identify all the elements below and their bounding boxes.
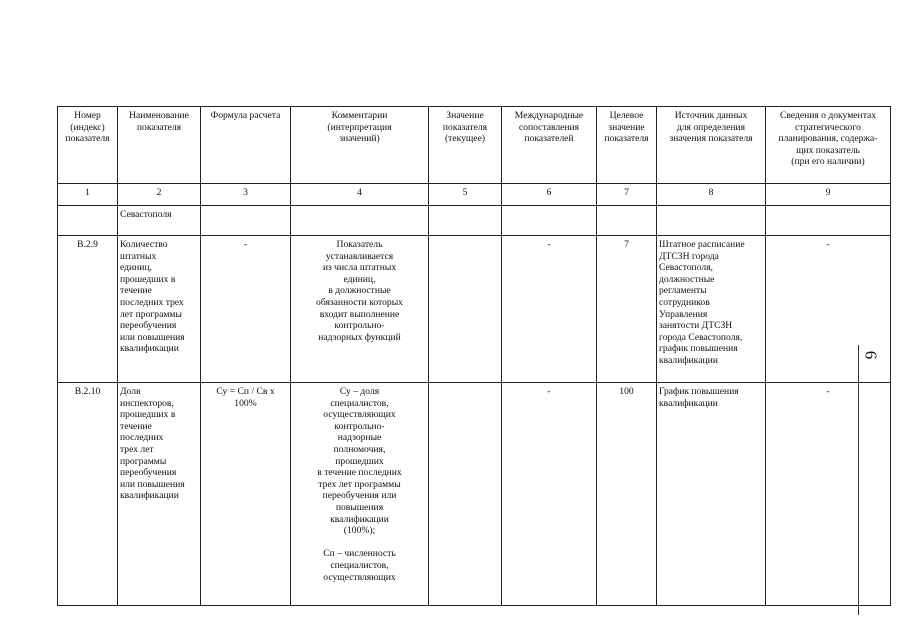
column-number: 4 <box>291 184 429 206</box>
header-cell: Источник данных для определения значения показателя <box>657 107 766 184</box>
header-cell: Наименование показателя <box>118 107 201 184</box>
source-cell: График повышения квалификации <box>657 383 766 606</box>
target-value-cell: 100 <box>597 383 657 606</box>
formula-cell: - <box>201 236 291 383</box>
table-row <box>58 236 891 383</box>
header-cell: Международные сопоставления показателей <box>502 107 597 184</box>
header-cell: Сведения о документах стратегического планирования, содержа- щих показатель (при его наличии) <box>766 107 891 184</box>
comment-cell: Су – доля специалистов, осуществляющих контрольно- надзорные полномочия, прошедших в течение последних трех лет программы переобучения или повышения квалификации (100%); Сп – численность специалистов, осуществляющих <box>291 383 429 606</box>
table-row-continuation <box>58 206 891 236</box>
column-number: 3 <box>201 184 291 206</box>
documents-cell: - <box>766 383 891 606</box>
target-value-cell <box>597 206 657 236</box>
international-cell <box>502 206 597 236</box>
index-cell <box>58 206 118 236</box>
header-cell: Комментарии (интерпретация значений) <box>291 107 429 184</box>
international-cell: - <box>502 383 597 606</box>
current-value-cell <box>429 206 502 236</box>
table-header-row <box>58 107 891 184</box>
name-cell: Севастополя <box>118 206 201 236</box>
column-number: 8 <box>657 184 766 206</box>
index-cell: В.2.9 <box>58 236 118 383</box>
documents-cell: - <box>766 236 891 383</box>
column-number: 9 <box>766 184 891 206</box>
header-cell: Значение показателя (текущее) <box>429 107 502 184</box>
comment-cell <box>291 206 429 236</box>
header-cell: Целевое значение показателя <box>597 107 657 184</box>
source-cell: Штатное расписание ДТСЗН города Севастополя, должностные регламенты сотрудников Управления занятости ДТСЗН города Севастополя, график повышения квалификации <box>657 236 766 383</box>
page-number: 6 <box>861 350 881 360</box>
column-number: 2 <box>118 184 201 206</box>
index-cell: В.2.10 <box>58 383 118 606</box>
documents-cell <box>766 206 891 236</box>
column-number: 7 <box>597 184 657 206</box>
column-number: 5 <box>429 184 502 206</box>
table-row <box>58 383 891 606</box>
comment-cell: Показатель устанавливается из числа штатных единиц, в должностные обязанности которых входит выполнение контрольно- надзорных функций <box>291 236 429 383</box>
name-cell: Количество штатных единиц, прошедших в течение последних трех лет программы переобучения или повышения квалификации <box>118 236 201 383</box>
column-number-row <box>58 184 891 206</box>
header-cell: Формула расчета <box>201 107 291 184</box>
column-number: 1 <box>58 184 118 206</box>
target-value-cell: 7 <box>597 236 657 383</box>
source-cell <box>657 206 766 236</box>
name-cell: Доля инспекторов, прошедших в течение последних трех лет программы переобучения или повышения квалификации <box>118 383 201 606</box>
header-cell: Номер (индекс) показателя <box>58 107 118 184</box>
column-number: 6 <box>502 184 597 206</box>
indicator-table <box>57 106 891 606</box>
international-cell: - <box>502 236 597 383</box>
formula-cell <box>201 206 291 236</box>
formula-cell: Су = Сп / Св х 100% <box>201 383 291 606</box>
current-value-cell <box>429 236 502 383</box>
current-value-cell <box>429 383 502 606</box>
